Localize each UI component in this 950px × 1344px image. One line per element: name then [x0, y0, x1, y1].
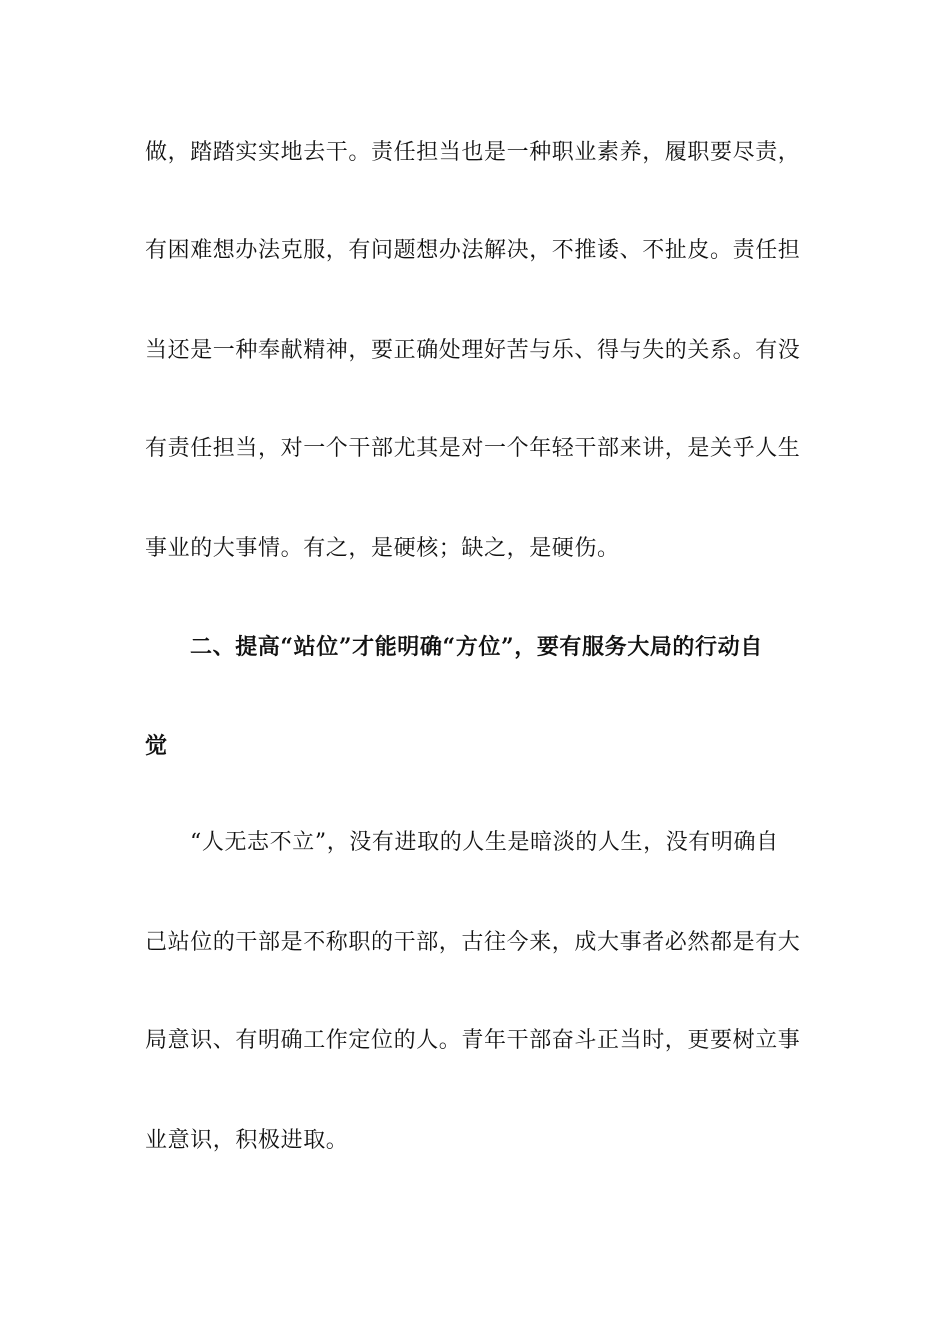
paragraph-line: 业意识，积极进取。	[145, 1128, 349, 1153]
section-heading-line: 觉	[145, 733, 168, 759]
section-heading-line: 二、提高“站位”才能明确“方位”，要有服务大局的行动自	[190, 634, 763, 660]
paragraph-line: 做，踏踏实实地去干。责任担当也是一种职业素养，履职要尽责，	[145, 140, 801, 165]
paragraph-line: 事业的大事情。有之，是硬核；缺之，是硬伤。	[145, 536, 620, 561]
paragraph-line: 局意识、有明确工作定位的人。青年干部奋斗正当时，更要树立事	[145, 1028, 801, 1053]
paragraph-line: 当还是一种奉献精神，要正确处理好苦与乐、得与失的关系。有没	[145, 338, 801, 363]
paragraph-line: 有困难想办法克服，有问题想办法解决，不推诿、不扯皮。责任担	[145, 238, 801, 263]
paragraph-line: 己站位的干部是不称职的干部，古往今来，成大事者必然都是有大	[145, 930, 801, 955]
paragraph-line: 有责任担当，对一个干部尤其是对一个年轻干部来讲，是关乎人生	[145, 436, 801, 461]
paragraph-line: “人无志不立”，没有进取的人生是暗淡的人生，没有明确自	[190, 830, 779, 855]
